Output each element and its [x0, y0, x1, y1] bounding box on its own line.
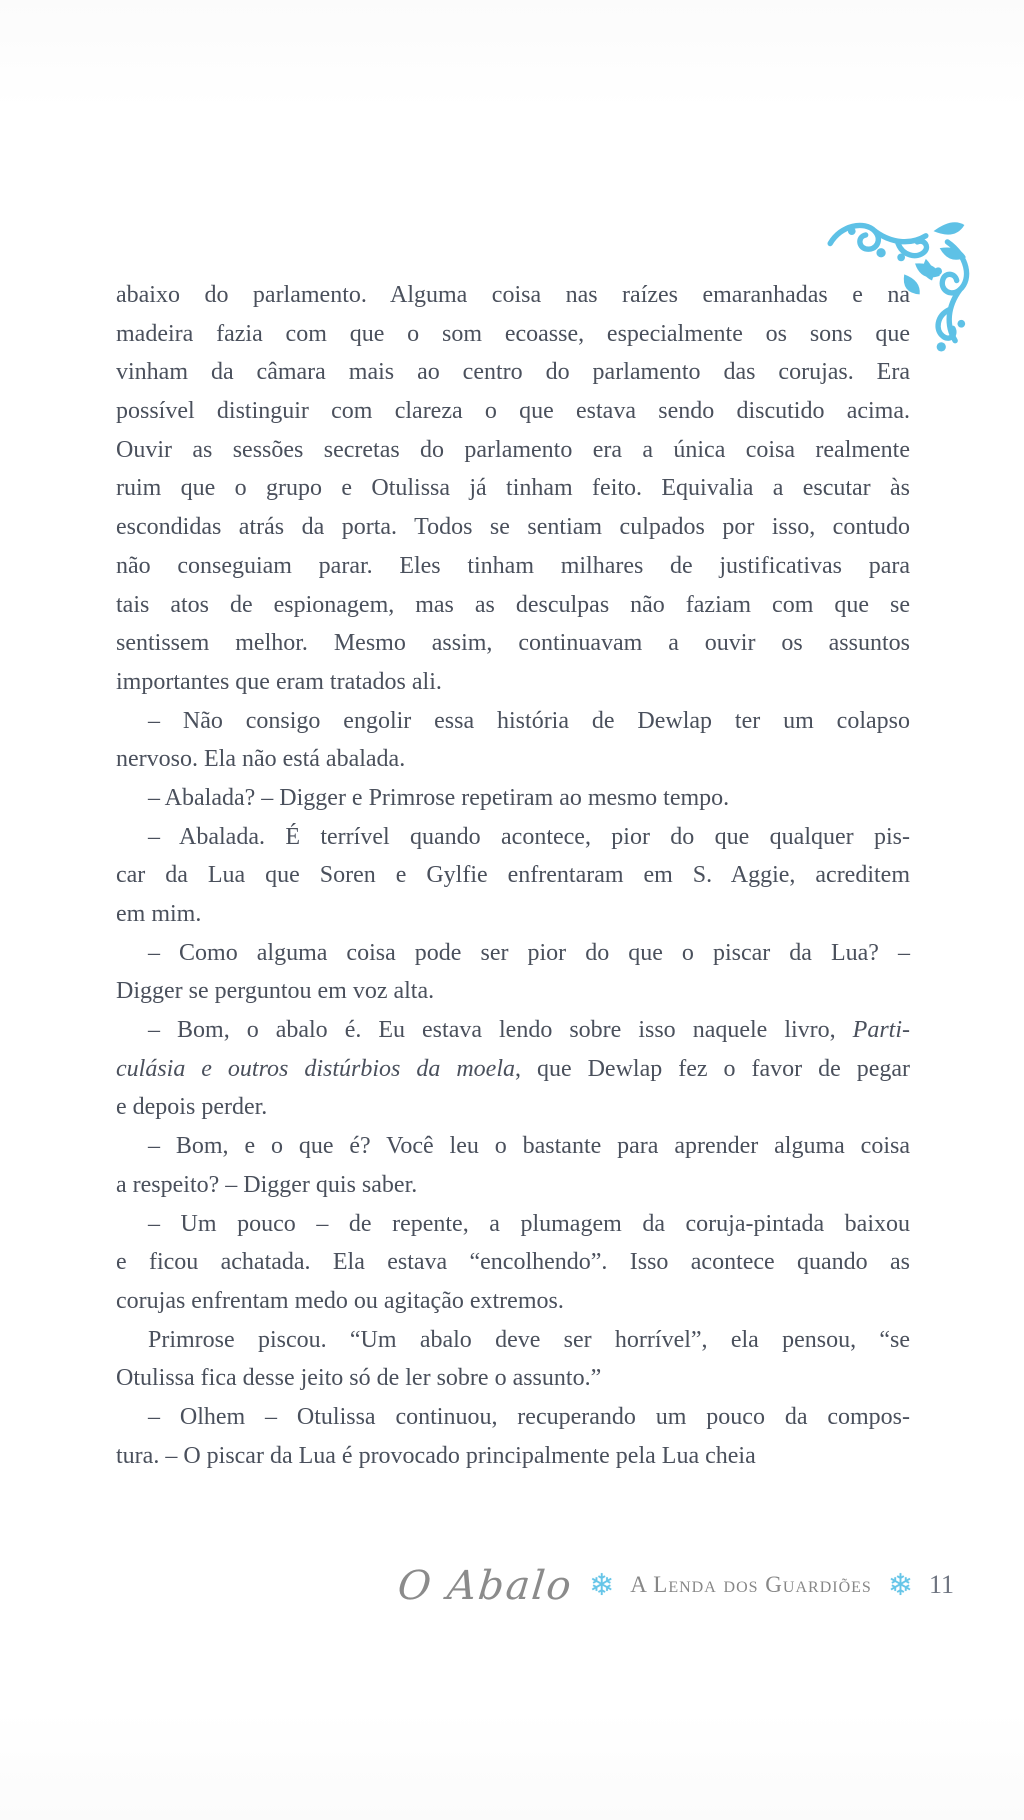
book-title: O Abalo — [395, 1563, 576, 1609]
snowflake-icon: ❄ — [589, 1568, 615, 1603]
text-line: escondidas atrás da porta. Todos se sentiam culpados por isso, contudo — [116, 514, 910, 541]
page-number: 11 — [928, 1570, 954, 1599]
text-line: culásia e outros distúrbios da moela, que Dewlap fez o favor de pegar — [116, 1055, 910, 1082]
text-line: abaixo do parlamento. Alguma coisa nas raízes emaranhadas e na — [116, 282, 910, 308]
text-line: nervoso. Ela não está abalada. — [116, 746, 406, 773]
text-line: vinham da câmara mais ao centro do parlamento das corujas. Era — [116, 359, 910, 386]
text-line: Primrose piscou. “Um abalo deve ser horrível”, ela pensou, “se — [148, 1326, 910, 1353]
page-footer — [0, 1556, 954, 1616]
text-line: – Abalada? – Digger e Primrose repetiram ao mesmo tempo. — [148, 784, 730, 811]
text-line: sentissem melhor. Mesmo assim, continuavam a ouvir os assuntos — [116, 630, 910, 657]
text-line: – Bom, o abalo é. Eu estava lendo sobre isso naquele livro, Parti- — [148, 1017, 910, 1044]
page-body — [116, 276, 910, 1475]
text-line: – Abalada. É terrível quando acontece, pior do que qualquer pis- — [148, 823, 910, 850]
text-line: corujas enfrentam medo ou agitação extremos. — [116, 1287, 564, 1314]
text-line: Ouvir as sessões secretas do parlamento era a única coisa realmente — [116, 436, 910, 463]
text-line: – Bom, e o que é? Você leu o bastante para aprender alguma coisa — [148, 1133, 910, 1160]
text-line: car da Lua que Soren e Gylfie enfrentaram em S. Aggie, acreditem — [116, 862, 910, 889]
text-line: e ficou achatada. Ela estava “encolhendo”. Isso acontece quando as — [116, 1249, 910, 1276]
text-line: e depois perder. — [116, 1094, 268, 1121]
text-line: tais atos de espionagem, mas as desculpas não faziam com que se — [116, 591, 910, 618]
text-line: a respeito? – Digger quis saber. — [116, 1171, 418, 1198]
text-line: em mim. — [116, 901, 202, 927]
text-line: importantes que eram tratados ali. — [116, 668, 442, 695]
text-line: possível distinguir com clareza o que estava sendo discutido acima. — [116, 398, 910, 425]
text-line: – Olhem – Otulissa continuou, recuperando um pouco da compos- — [148, 1403, 910, 1430]
snowflake-icon: ❄ — [887, 1568, 913, 1603]
text-line: Digger se perguntou em voz alta. — [116, 978, 435, 1005]
text-line: – Um pouco – de repente, a plumagem da coruja-pintada baixou — [148, 1210, 910, 1237]
text-line: tura. – O piscar da Lua é provocado principalmente pela Lua cheia — [116, 1442, 756, 1469]
text-line: – Não consigo engolir essa história de Dewlap ter um colapso — [148, 707, 910, 734]
series-title: A Lenda dos Guardiões — [630, 1572, 872, 1597]
text-line: não conseguiam parar. Eles tinham milhares de justificativas para — [116, 552, 910, 579]
text-line: Otulissa fica desse jeito só de ler sobre o assunto.” — [116, 1365, 602, 1392]
text-line: ruim que o grupo e Otulissa já tinham feito. Equivalia a escutar às — [116, 475, 910, 502]
text-line: madeira fazia com que o som ecoasse, especialmente os sons que — [116, 320, 910, 347]
text-line: – Como alguma coisa pode ser pior do que o piscar da Lua? – — [148, 939, 910, 966]
